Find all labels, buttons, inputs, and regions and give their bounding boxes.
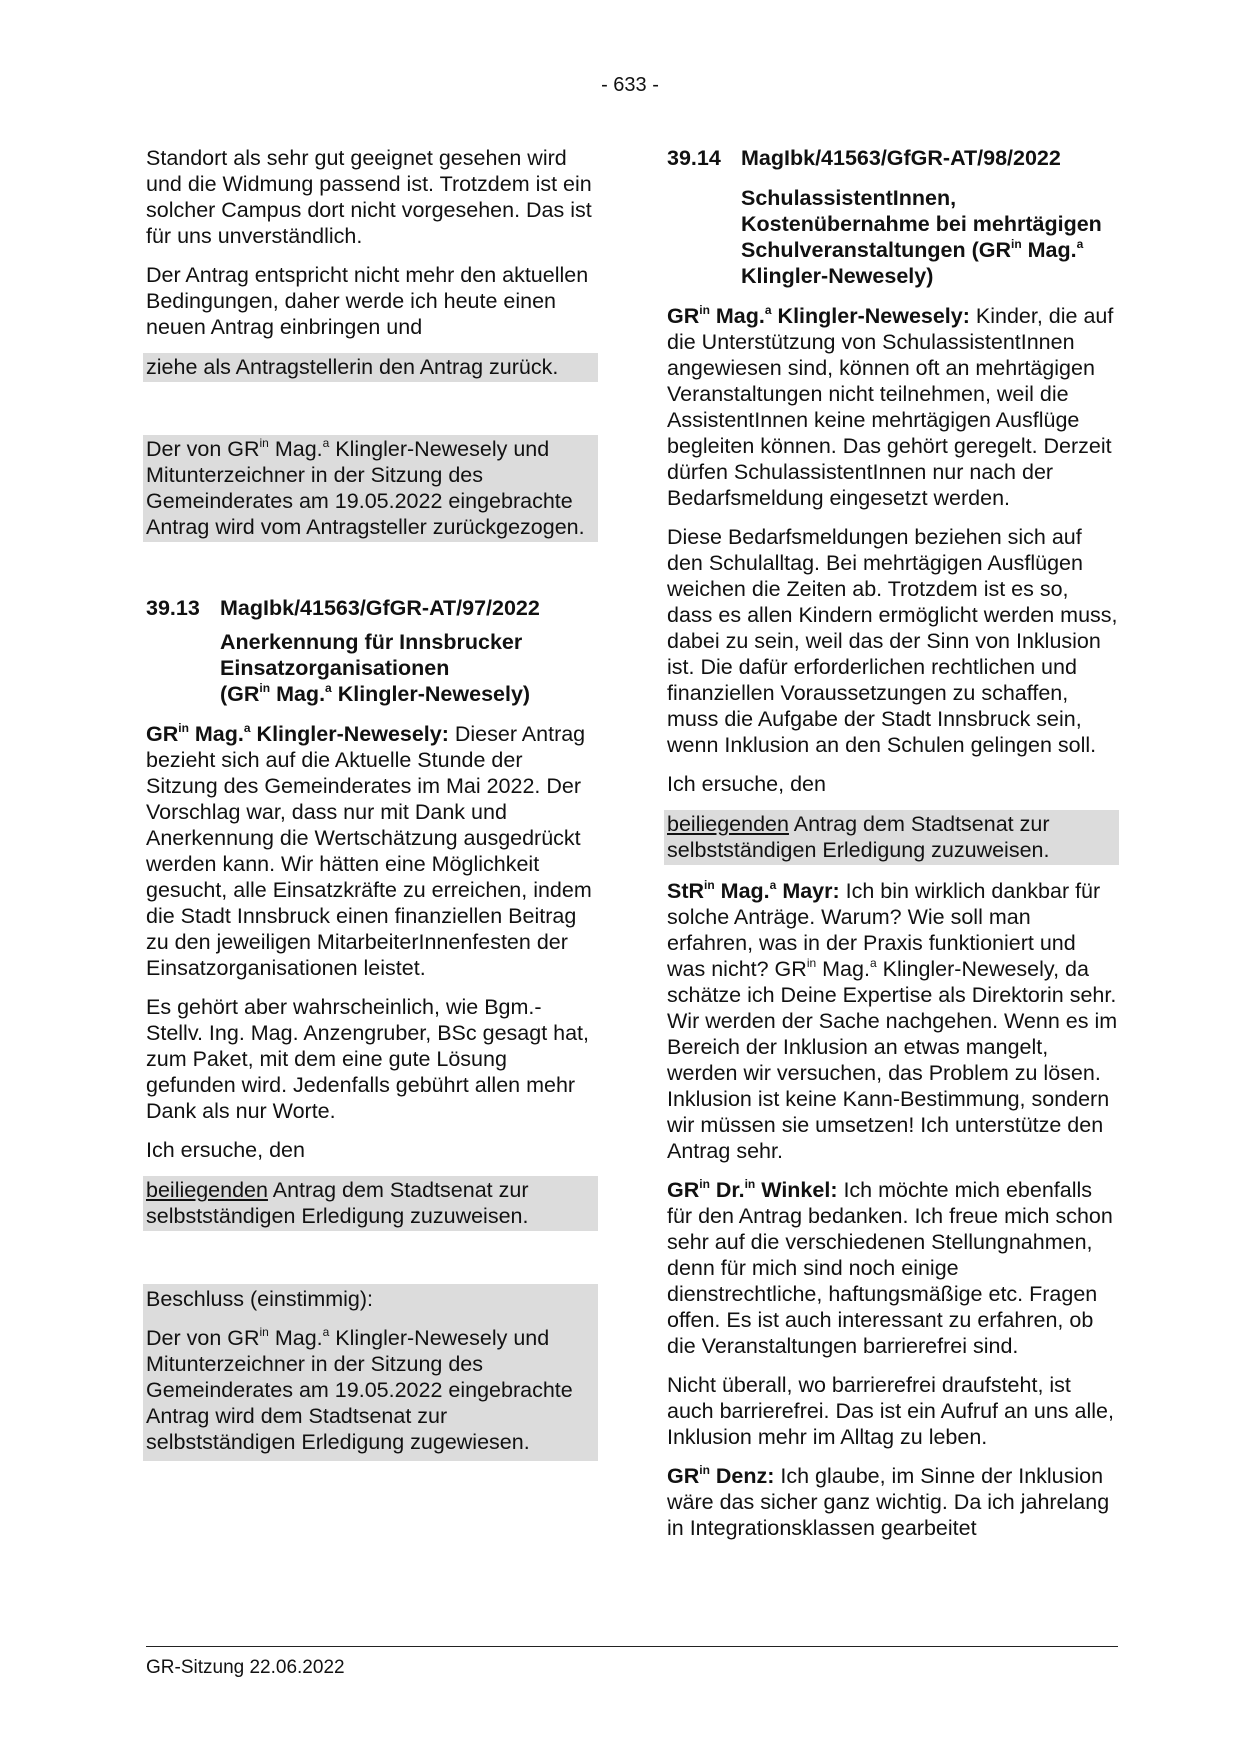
- withdrawal-statement: ziehe als Antragstellerin den Antrag zurück.: [143, 353, 598, 382]
- paragraph: Der Antrag entspricht nicht mehr den aktuellen Bedingungen, daher werde ich heute einen neuen Antrag einbringen und: [146, 263, 589, 339]
- resolution-block: [143, 1284, 598, 1461]
- section-heading-39-14: [667, 145, 1119, 171]
- section-title: Anerkennung für Innsbrucker Einsatzorganisationen ($GR^{in}$ Mag.$^a$ Klingler-Newesely): [220, 630, 531, 706]
- speaker-name: StR$^{in}$ Mag.$^a$ Mayr:: [667, 877, 840, 903]
- paragraph: Ich ersuche, den: [146, 1138, 305, 1162]
- speaker-name: $GR^{in}$ Dr.$^{in}$ Winkel:: [667, 1176, 838, 1202]
- paragraph: Ich ersuche, den: [667, 772, 826, 796]
- speaker-name: $GR^{in}$ Mag.$^a$ Klingler-Newesely:: [146, 720, 449, 746]
- footer-divider: [146, 1646, 1118, 1647]
- right-column: [667, 145, 1119, 1554]
- section-reference: MagIbk/41563/GfGR-AT/97/2022: [220, 596, 540, 620]
- speaker-paragraph: StR$^{in}$ Mag.$^a$ Mayr: Ich bin wirklich dankbar für solche Anträge. Warum? Wie soll man erfahren, was in der Praxis funktioniert und was nicht? $GR^{in}$ Mag.$^a$ Klingler-Newesely, da schätze ich Deine Expertise als Direktorin sehr. Wir werden der Sache nachgehen. Wenn es im Bereich der Inklusion an etwas mangelt, werden wir versuchen, das Problem zu lösen. Inklusion ist keine Kann-Bestimmung, sondern wir müssen sie umsetzen! Ich unterstütze den Antrag sehr.: [667, 877, 1118, 1163]
- footer-text: GR-Sitzung 22.06.2022: [146, 1657, 345, 1678]
- motion-request: beiliegenden Antrag dem Stadtsenat zur selbstständigen Erledigung zuzuweisen.: [143, 1176, 598, 1231]
- section-title: SchulassistentInnen, Kostenübernahme bei mehrtägigen Schulveranstaltungen ($GR^{in}$ Mag.$^a$ Klingler-Newesely): [741, 186, 1102, 288]
- section-reference: MagIbk/41563/GfGR-AT/98/2022: [741, 146, 1061, 170]
- resolution-heading: Beschluss (einstimmig):: [146, 1287, 373, 1311]
- left-column: [146, 145, 598, 1461]
- withdrawal-notice: Der von $GR^{in}$ Mag.$^a$ Klingler-Newesely und Mitunterzeichner in der Sitzung des Gemeinderates am 19.05.2022 eingebrachte Antrag wird vom Antragsteller zurückgezogen.: [143, 435, 598, 542]
- section-number: 39.14: [667, 146, 721, 170]
- paragraph: Es gehört aber wahrscheinlich, wie Bgm.-Stellv. Ing. Mag. Anzengruber, BSc gesagt hat, zum Paket, mit dem eine gute Lösung gefunden wird. Jedenfalls gebührt allen mehr Dank als nur Worte.: [146, 995, 590, 1123]
- speaker-name: $GR^{in}$ Denz:: [667, 1462, 775, 1488]
- speaker-paragraph: $GR^{in}$ Mag.$^a$ Klingler-Newesely: Dieser Antrag bezieht sich auf die Aktuelle Stunde der Sitzung des Gemeinderates im Mai 2022. Der Vorschlag war, dass nur mit Dank und Anerkennung die Wertschätzung ausgedrückt werden kann. Wir hätten eine Möglichkeit gesucht, alle Einsatzkräfte zu erreichen, indem die Stadt Innsbruck einen finanziellen Beitrag zu den jeweiligen MitarbeiterInnenfesten der Einsatzorganisationen leistet.: [146, 720, 592, 980]
- section-number: 39.13: [146, 596, 200, 620]
- speaker-paragraph: $GR^{in}$ Dr.$^{in}$ Winkel: Ich möchte mich ebenfalls für den Antrag bedanken. Ich freue mich schon sehr auf die verschiedenen Stellungnahmen, denn für mich sind noch einige dienstrechtliche, haftungsmäßige etc. Fragen offen. Es ist auch interessant zu erfahren, ob die Veranstaltungen barrierefrei sind.: [667, 1176, 1113, 1358]
- speaker-paragraph: $GR^{in}$ Denz: Ich glaube, im Sinne der Inklusion wäre das sicher ganz wichtig. Da ich jahrelang in Integrationsklassen gearbeitet: [667, 1462, 1110, 1540]
- section-heading-39-13: [146, 595, 598, 621]
- motion-request: beiliegenden Antrag dem Stadtsenat zur selbstständigen Erledigung zuzuweisen.: [664, 810, 1119, 865]
- resolution-text: Der von $GR^{in}$ Mag.$^a$ Klingler-Newesely und Mitunterzeichner in der Sitzung des Gemeinderates am 19.05.2022 eingebrachte Antrag wird dem Stadtsenat zur selbstständigen Erledigung zugewiesen.: [146, 1324, 573, 1454]
- speaker-paragraph: $GR^{in}$ Mag.$^a$ Klingler-Newesely: Kinder, die auf die Unterstützung von SchulassistentInnen angewiesen sind, können oft an mehrtägigen Veranstaltungen nicht teilnehmen, weil die AssistentInnen keine mehrtägigen Ausflüge begleiten können. Das gehört geregelt. Derzeit dürfen SchulassistentInnen nur nach der Bedarfsmeldung eingesetzt werden.: [667, 302, 1114, 510]
- paragraph: Diese Bedarfsmeldungen beziehen sich auf den Schulalltag. Bei mehrtägigen Ausflügen weichen die Zeiten ab. Trotzdem ist es so, dass es allen Kindern ermöglicht werden muss, dabei zu sein, weil das der Sinn von Inklusion ist. Die dafür erforderlichen rechtlichen und finanziellen Voraussetzungen zu schaffen, muss die Aufgabe der Stadt Innsbruck sein, wenn Inklusion an den Schulen gelingen soll.: [667, 525, 1118, 757]
- paragraph: Nicht überall, wo barrierefrei draufsteht, ist auch barrierefrei. Das ist ein Aufruf an uns alle, Inklusion mehr im Alltag zu leben.: [667, 1373, 1114, 1449]
- page-number: - 633 -: [601, 74, 659, 96]
- speaker-name: $GR^{in}$ Mag.$^a$ Klingler-Newesely:: [667, 302, 970, 328]
- paragraph: Standort als sehr gut geeignet gesehen wird und die Widmung passend ist. Trotzdem ist ein solcher Campus dort nicht vorgesehen. Das ist für uns unverständlich.: [146, 146, 592, 248]
